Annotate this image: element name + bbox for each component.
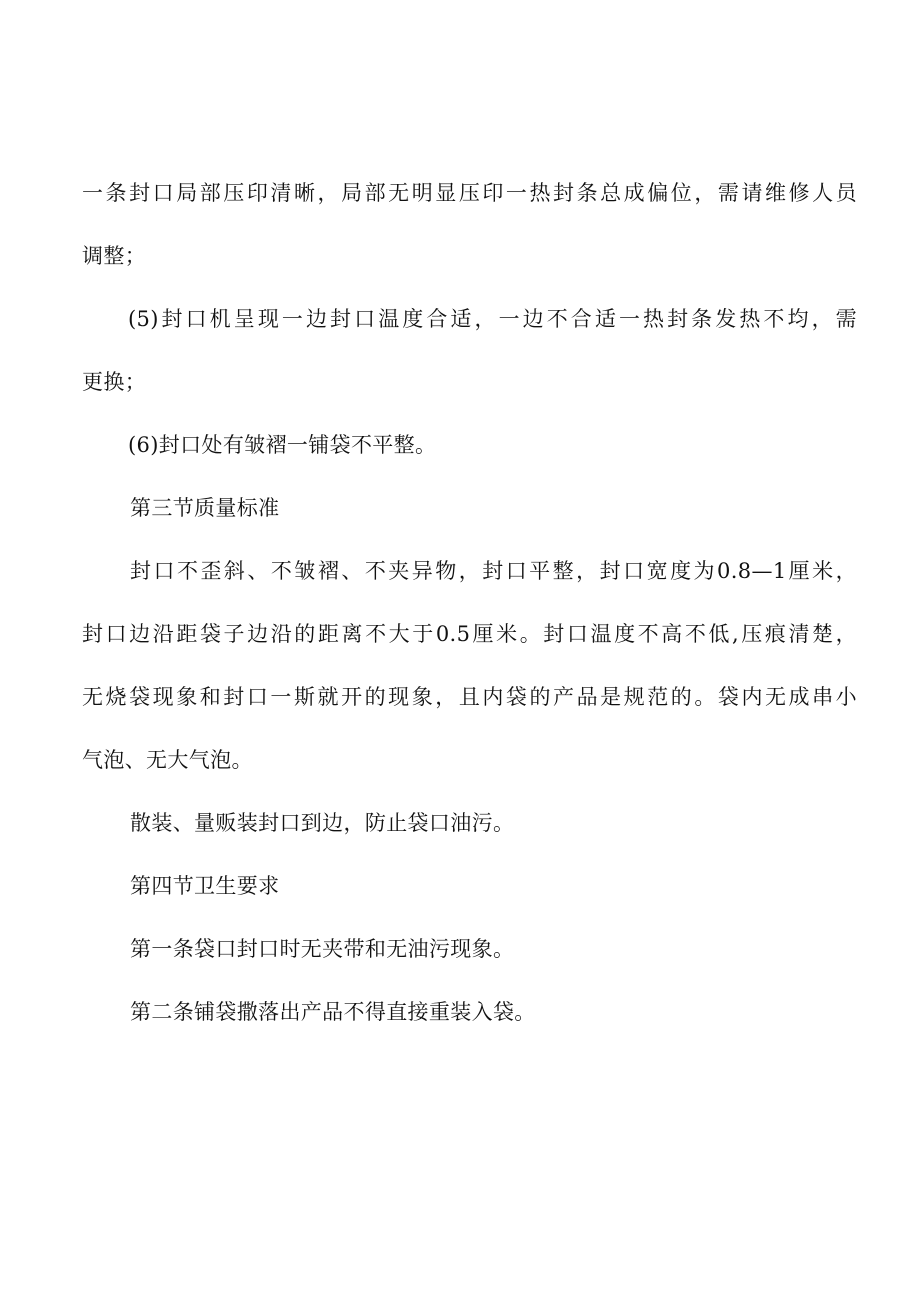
quality-paragraph-line-2: 封口边沿距袋子边沿的距离不大于0.5厘米。封口温度不高不低,压痕清楚， bbox=[82, 622, 857, 646]
list-item-6: (6)封口处有皱褶一铺袋不平整。 bbox=[128, 433, 437, 457]
quality-paragraph-line-4: 气泡、无大气泡。 bbox=[82, 748, 253, 772]
paragraph-line-2: 调整； bbox=[82, 244, 147, 268]
section-heading-hygiene-requirements: 第四节卫生要求 bbox=[130, 874, 280, 898]
paragraph-line-1: 一条封口局部压印清晰，局部无明显压印一热封条总成偏位，需请维修人员 bbox=[82, 181, 857, 205]
hygiene-rule-2: 第二条铺袋撒落出产品不得直接重装入袋。 bbox=[130, 1000, 536, 1024]
quality-paragraph-line-1: 封口不歪斜、不皱褶、不夹异物，封口平整，封口宽度为0.8—1厘米， bbox=[130, 559, 857, 583]
section-heading-quality-standard: 第三节质量标准 bbox=[130, 496, 280, 520]
bulk-packaging-paragraph: 散装、量贩装封口到边，防止袋口油污。 bbox=[130, 811, 515, 835]
list-item-5-line-2: 更换； bbox=[82, 370, 147, 394]
document-body bbox=[82, 162, 857, 1044]
quality-paragraph-line-3: 无烧袋现象和封口一斯就开的现象，且内袋的产品是规范的。袋内无成串小 bbox=[82, 685, 857, 709]
list-item-5-line-1: (5)封口机呈现一边封口温度合适，一边不合适一热封条发热不均，需 bbox=[128, 307, 857, 331]
hygiene-rule-1: 第一条袋口封口时无夹带和无油污现象。 bbox=[130, 937, 515, 961]
